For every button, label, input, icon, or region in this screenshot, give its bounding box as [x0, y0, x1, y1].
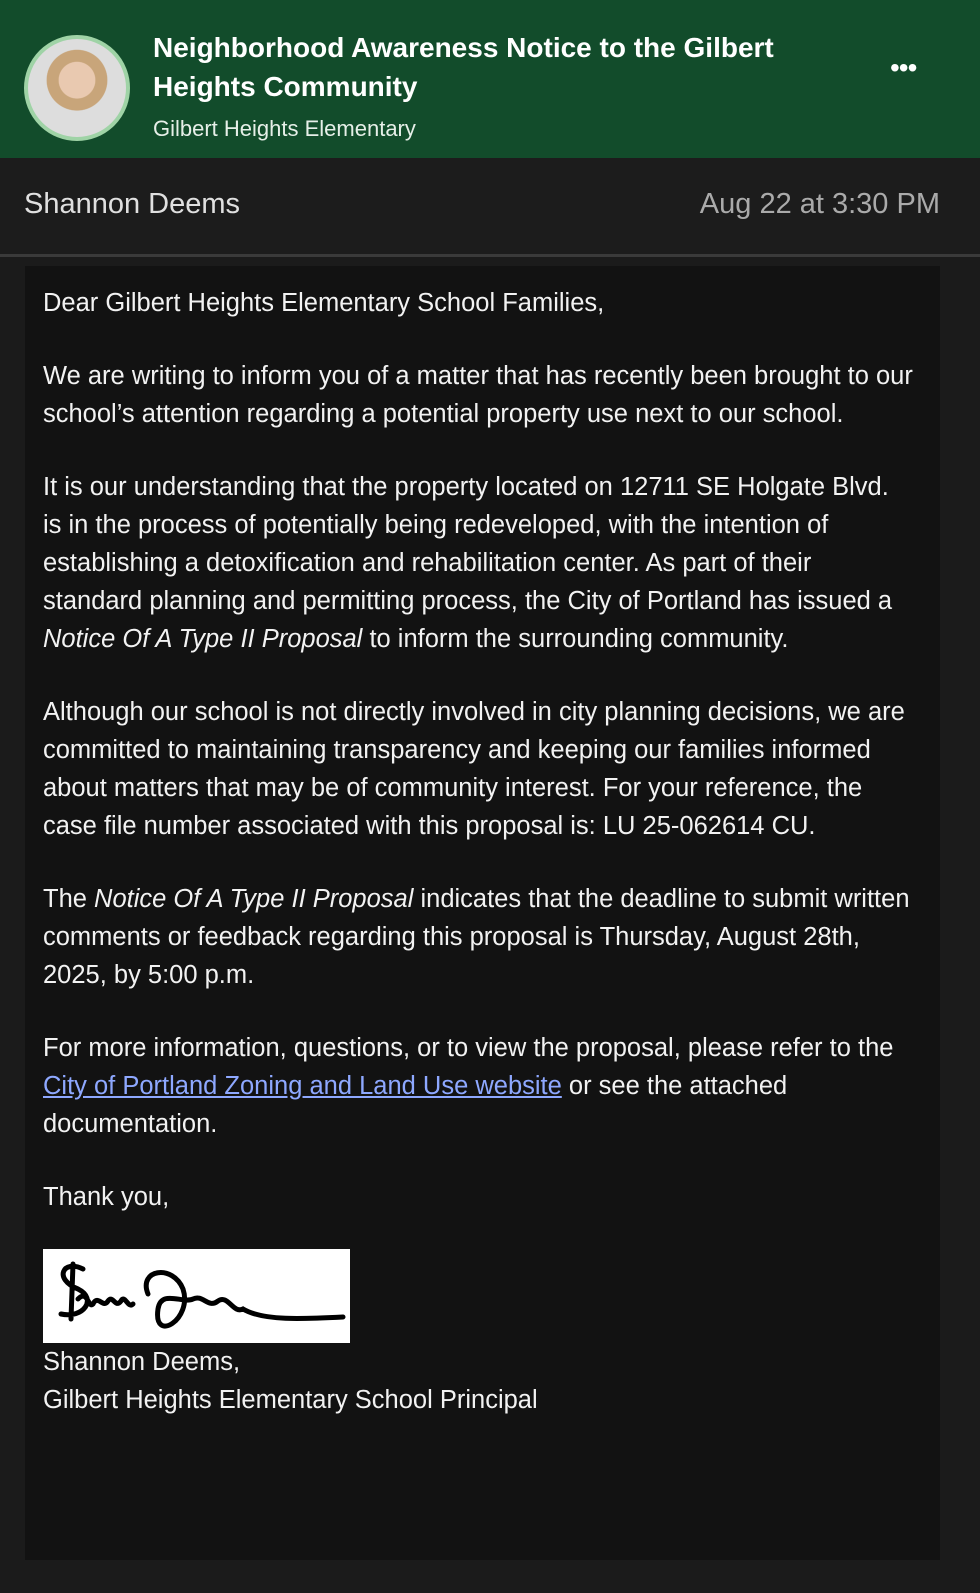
- post-date: Aug 22 at 3:30 PM: [699, 188, 940, 220]
- paragraph: We are writing to inform you of a matter that has recently been brought to our school’s attention regarding a potential property use next to our school.: [43, 362, 913, 428]
- ellipsis-icon[interactable]: •••: [890, 52, 917, 83]
- signer-title: Gilbert Heights Elementary School Principal: [43, 1386, 538, 1414]
- text: For more information, questions, or to view the proposal, please refer to the: [43, 1034, 894, 1062]
- zoning-website-link[interactable]: City of Portland Zoning and Land Use website: [43, 1072, 562, 1100]
- italic-text: Notice Of A Type II Proposal: [94, 885, 414, 913]
- paragraph: [43, 1029, 913, 1143]
- italic-text: Notice Of A Type II Proposal: [43, 625, 363, 653]
- message-body: [25, 266, 940, 1560]
- group-name[interactable]: Gilbert Heights Elementary: [153, 116, 416, 141]
- thanks: Thank you,: [43, 1183, 170, 1211]
- text: It is our understanding that the property located on 12711 SE Holgate Blvd. is in the process of potentially being redeveloped, with the intention of establishing a detoxification and rehabilitation center. As part of their standard planning and permitting process, the City of Portland has issued a: [43, 473, 893, 615]
- text: to inform the surrounding community.: [362, 625, 789, 653]
- author-name[interactable]: Shannon Deems: [24, 188, 241, 220]
- greeting: Dear Gilbert Heights Elementary School Families,: [43, 289, 605, 317]
- post-header: [0, 0, 980, 158]
- post-title: Neighborhood Awareness Notice to the Gilbert Heights Community: [153, 32, 774, 102]
- text: or see the attached documentation.: [43, 1072, 788, 1138]
- signer-name: Shannon Deems,: [43, 1348, 241, 1376]
- paragraph: Although our school is not directly involved in city planning decisions, we are committed to maintaining transparency and keeping our families informed about matters that may be of community interest. For your reference, the case file number associated with this proposal is: LU 25-062614 CU.: [43, 698, 905, 840]
- text: indicates that the deadline to submit written comments or feedback regarding this proposal is Thursday, August 28th, 2025, by 5:00 p.m.: [43, 885, 910, 989]
- paragraph: [43, 880, 913, 994]
- paragraph: [43, 468, 913, 658]
- author-row: [0, 158, 980, 257]
- text: The: [43, 885, 95, 913]
- avatar[interactable]: [24, 35, 130, 141]
- signature-image: [43, 1249, 350, 1343]
